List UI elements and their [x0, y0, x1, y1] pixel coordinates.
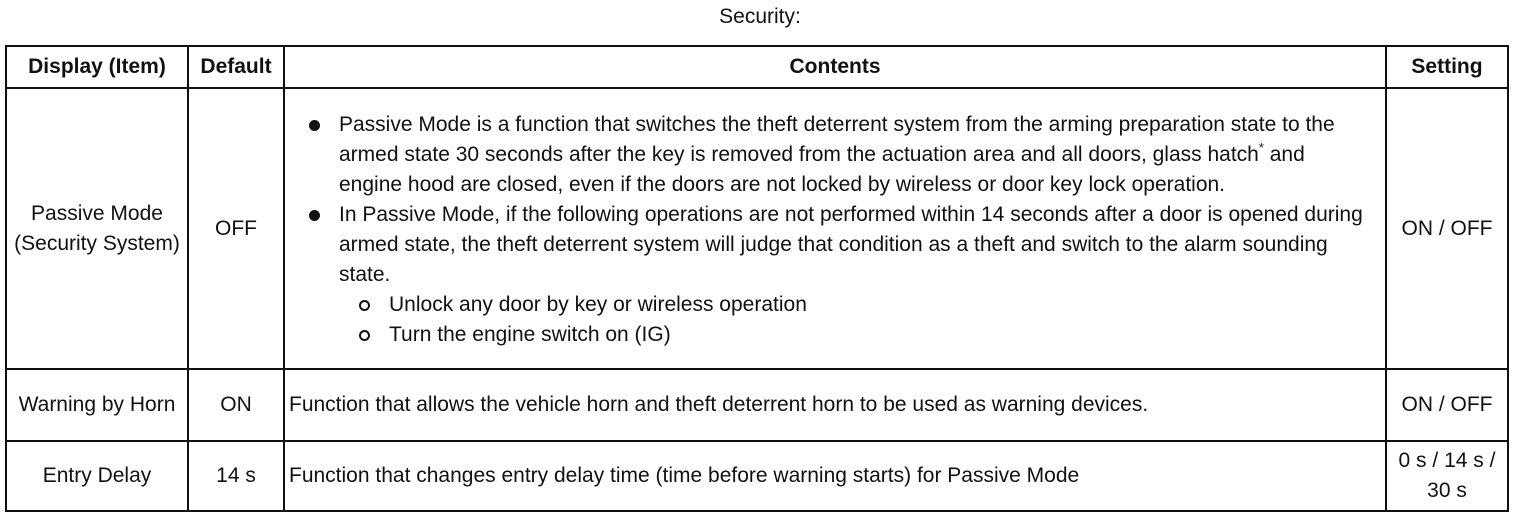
header-contents: Contents	[284, 46, 1386, 88]
sub-list-item	[359, 290, 1371, 320]
header-display-item: Display (Item)	[6, 46, 188, 88]
table-row	[6, 369, 1508, 441]
sub-list-item	[359, 320, 1371, 350]
cell-contents	[284, 88, 1386, 369]
hollow-circle-icon	[359, 300, 370, 311]
header-setting: Setting	[1386, 46, 1508, 88]
bullet-text-continued: and engine hood are closed, even if the doors are not locked by wireless or door key lock operation.	[339, 142, 1305, 196]
bullet-text: In Passive Mode, if the following operations are not performed within 14 seconds after a door is opened during armed state, the theft deterrent system will judge that condition as a theft and switch to the alarm sounding state.	[339, 202, 1363, 286]
bullet-dot-icon	[309, 210, 320, 221]
cell-contents: Function that changes entry delay time (time before warning starts) for Passive Mode	[284, 441, 1386, 511]
cell-display-item: Entry Delay	[6, 441, 188, 511]
cell-setting: ON / OFF	[1386, 88, 1508, 369]
security-settings-table	[5, 45, 1509, 512]
cell-display-item: Warning by Horn	[6, 369, 188, 441]
bullet-dot-icon	[309, 120, 320, 131]
cell-setting: 0 s / 14 s / 30 s	[1386, 441, 1508, 511]
sub-list	[339, 290, 1371, 350]
sub-item-text: Turn the engine switch on (IG)	[389, 322, 671, 346]
sub-item-text: Unlock any door by key or wireless operation	[389, 292, 807, 316]
cell-display-item: Passive Mode (Security System)	[6, 88, 188, 369]
bullet-text: Passive Mode is a function that switches the theft deterrent system from the arming preparation state to the armed state 30 seconds after the key is removed from the actuation area and all doors, glass hatch	[339, 112, 1335, 166]
bullet-list	[289, 104, 1381, 354]
header-default: Default	[188, 46, 284, 88]
cell-setting: ON / OFF	[1386, 369, 1508, 441]
footnote-mark: *	[1258, 139, 1264, 155]
page-title: Security:	[719, 5, 801, 28]
cell-default: ON	[188, 369, 284, 441]
table-row	[6, 441, 1508, 511]
cell-default: OFF	[188, 88, 284, 369]
table-header-row	[6, 46, 1508, 88]
cell-default: 14 s	[188, 441, 284, 511]
list-item	[309, 200, 1371, 350]
list-item	[309, 110, 1371, 200]
cell-contents: Function that allows the vehicle horn and theft deterrent horn to be used as warning devices.	[284, 369, 1386, 441]
hollow-circle-icon	[359, 330, 370, 341]
table-row	[6, 88, 1508, 369]
